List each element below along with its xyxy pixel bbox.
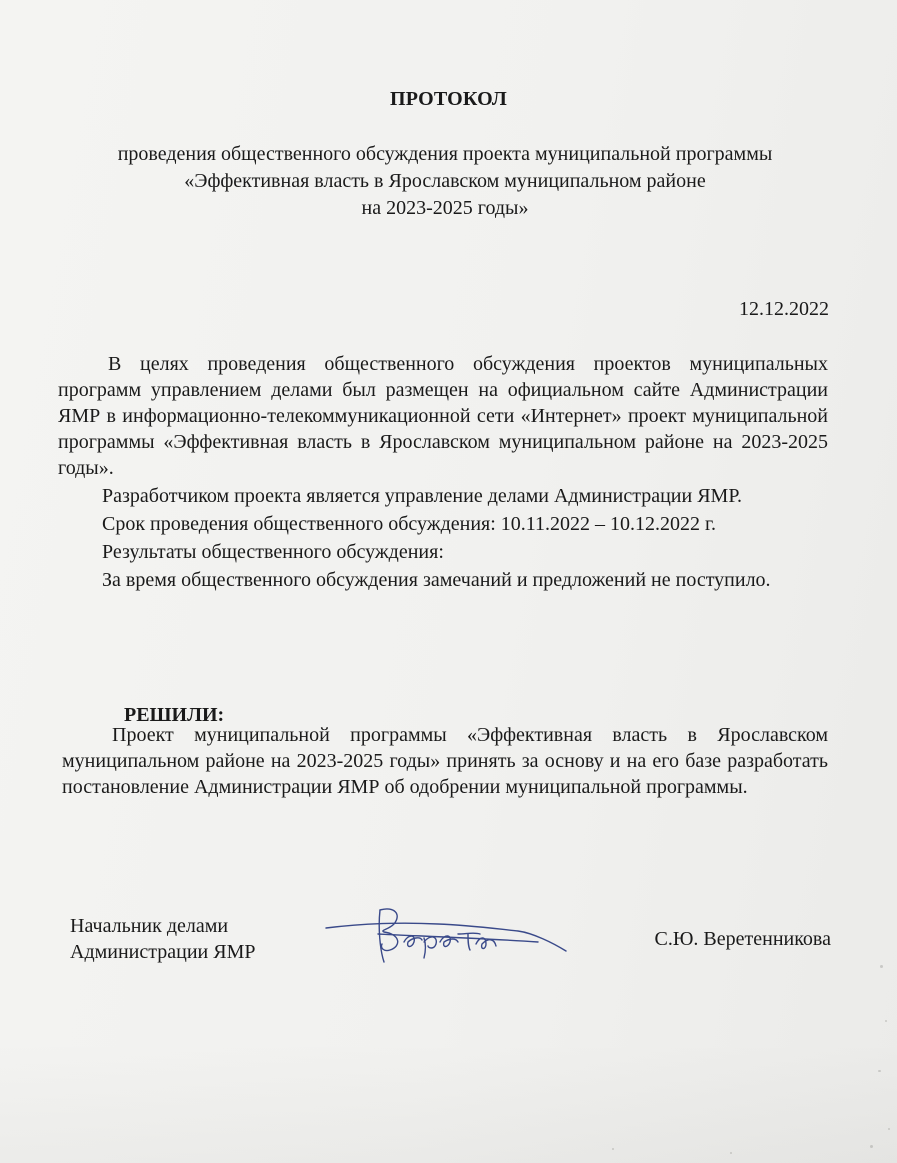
paragraph-developer: Разработчиком проекта является управление делами Администрации ЯМР. bbox=[102, 485, 742, 507]
handwritten-signature bbox=[318, 898, 568, 968]
scan-speck bbox=[878, 1070, 881, 1072]
signatory-name: С.Ю. Веретенникова bbox=[654, 928, 831, 950]
scan-speck bbox=[870, 1145, 873, 1148]
decision-heading: РЕШИЛИ: bbox=[124, 704, 225, 726]
signatory-position-line: Администрации ЯМР bbox=[70, 941, 256, 963]
scan-speck bbox=[885, 1020, 887, 1022]
signatory-position bbox=[70, 913, 255, 965]
scan-speck bbox=[880, 965, 883, 968]
decision-text: Проект муниципальной программы «Эффективная власть в Ярославском муниципальном районе на 2023-2025 годы» принять за основу и на его базе разработать постановление Администрации ЯМР об одобрении муниципальной программы. bbox=[62, 724, 828, 798]
document-title: ПРОТОКОЛ bbox=[390, 88, 507, 110]
signatory-position-line: Начальник делами bbox=[70, 915, 229, 937]
scan-speck bbox=[612, 1148, 614, 1150]
document-body bbox=[58, 351, 828, 595]
scan-speck bbox=[730, 1152, 732, 1154]
scan-speck bbox=[888, 1128, 890, 1130]
document-date: 12.12.2022 bbox=[739, 298, 829, 320]
document-subtitle bbox=[40, 141, 850, 222]
subtitle-line: на 2023-2025 годы» bbox=[361, 197, 529, 219]
subtitle-line: проведения общественного обсуждения проекта муниципальной программы bbox=[117, 143, 773, 165]
paragraph-intro: В целях проведения общественного обсуждения проектов муниципальных программ управлением делами был размещен на официальном сайте Администрации ЯМР в информационно-телекоммуникационной сети «Интернет» проект муниципальной программы «Эффективная власть в Ярославском муниципальном районе на 2023-2025 годы». bbox=[58, 353, 828, 479]
paragraph-results: За время общественного обсуждения замечаний и предложений не поступило. bbox=[102, 569, 771, 591]
subtitle-line: «Эффективная власть в Ярославском муниципальном районе bbox=[184, 170, 706, 192]
paragraph-results-label: Результаты общественного обсуждения: bbox=[102, 541, 444, 563]
paragraph-period: Срок проведения общественного обсуждения: 10.11.2022 – 10.12.2022 г. bbox=[102, 513, 717, 535]
